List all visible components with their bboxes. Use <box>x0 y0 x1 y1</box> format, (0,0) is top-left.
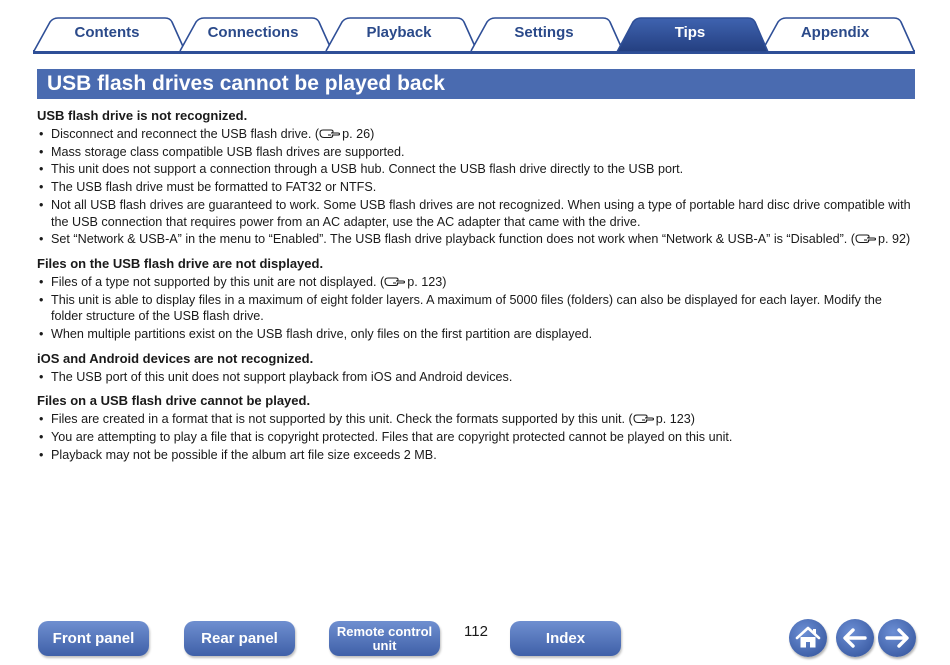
section-heading: Files on the USB flash drive are not displayed. <box>37 255 324 271</box>
page-reference-link[interactable]: p. 92 <box>855 232 906 246</box>
pointing-hand-icon <box>319 127 340 139</box>
list-item: • The USB port of this unit does not support playback from iOS and Android devices. <box>39 369 513 384</box>
list-item: • Disconnect and reconnect the USB flash drive. ( p. 26) <box>39 127 375 141</box>
home-icon <box>789 619 827 657</box>
arrow-right-icon <box>878 619 916 657</box>
list-item: • This unit does not support a connection through a USB hub. Connect the USB flash drive directly to the USB port. <box>39 162 684 177</box>
bullet-list <box>37 274 915 343</box>
tab-playback[interactable]: Playback <box>366 24 432 41</box>
list-item: • This unit is able to display files in a maximum of eight folder layers. A maximum of 5000 files (folders) can also be displayed for each layer. Modify the folder structure of the USB flash drive. <box>39 292 882 324</box>
front-panel-button[interactable]: Front panel <box>38 621 149 656</box>
pointing-hand-icon <box>633 412 654 424</box>
page-title-bar <box>37 69 915 99</box>
page-reference-link[interactable]: p. 123 <box>384 275 442 289</box>
main-content <box>37 107 915 465</box>
page-reference-link[interactable]: p. 26 <box>319 127 370 141</box>
tab-settings[interactable]: Settings <box>514 24 574 41</box>
pointing-hand-icon <box>855 232 876 244</box>
page-reference-link[interactable]: p. 123 <box>633 412 691 426</box>
arrow-left-icon <box>836 619 874 657</box>
list-item: • You are attempting to play a file that is copyright protected. Files that are copyright protected cannot be played on this unit. <box>39 430 733 445</box>
section-heading: Files on a USB flash drive cannot be played. <box>37 393 311 409</box>
list-item: • Not all USB flash drives are guaranteed to work. Some USB flash drives are not recognized. When using a type of portable hard disc drive compatible with the USB connection that requires power from an AC adapter, use the AC adapter that came with the drive. <box>39 197 911 229</box>
bullet-list <box>37 369 915 386</box>
tab-tips[interactable]: Tips <box>674 24 706 41</box>
list-item: • Set “Network & USB-A” in the menu to “Enabled”. The USB flash drive playback function does not work when “Network & USB-A” is “Disabled”. ( p. 92) <box>39 232 911 247</box>
index-button[interactable]: Index <box>510 621 621 656</box>
rear-panel-button[interactable]: Rear panel <box>184 621 295 656</box>
bullet-list <box>37 411 915 463</box>
back-button[interactable] <box>836 619 874 657</box>
remote-control-unit-button[interactable]: Remote control unit <box>329 621 440 656</box>
tab-bar <box>0 0 950 56</box>
bullet-list <box>37 126 915 248</box>
list-item: • Files are created in a format that is not supported by this unit. Check the formats supported by this unit. ( p. 123) <box>39 412 695 427</box>
list-item: • Mass storage class compatible USB flash drives are supported. <box>39 144 405 159</box>
home-button[interactable] <box>789 619 827 657</box>
tab-appendix[interactable]: Appendix <box>800 24 870 41</box>
list-item: • Playback may not be possible if the album art file size exceeds 2 MB. <box>39 447 437 462</box>
pointing-hand-icon <box>384 275 405 287</box>
list-item: • When multiple partitions exist on the USB flash drive, only files on the first partition are displayed. <box>39 327 593 342</box>
page-number: 112 <box>464 623 488 640</box>
tab-connections[interactable]: Connections <box>207 24 299 41</box>
section-heading: USB flash drive is not recognized. <box>37 108 248 123</box>
tab-contents[interactable]: Contents <box>74 24 140 41</box>
list-item: • Files of a type not supported by this unit are not displayed. ( p. 123) <box>39 274 447 289</box>
forward-button[interactable] <box>878 619 916 657</box>
page-title: USB flash drives cannot be played back <box>47 72 445 95</box>
section-heading: iOS and Android devices are not recognized. <box>37 350 314 366</box>
list-item: • The USB flash drive must be formatted to FAT32 or NTFS. <box>39 180 377 195</box>
